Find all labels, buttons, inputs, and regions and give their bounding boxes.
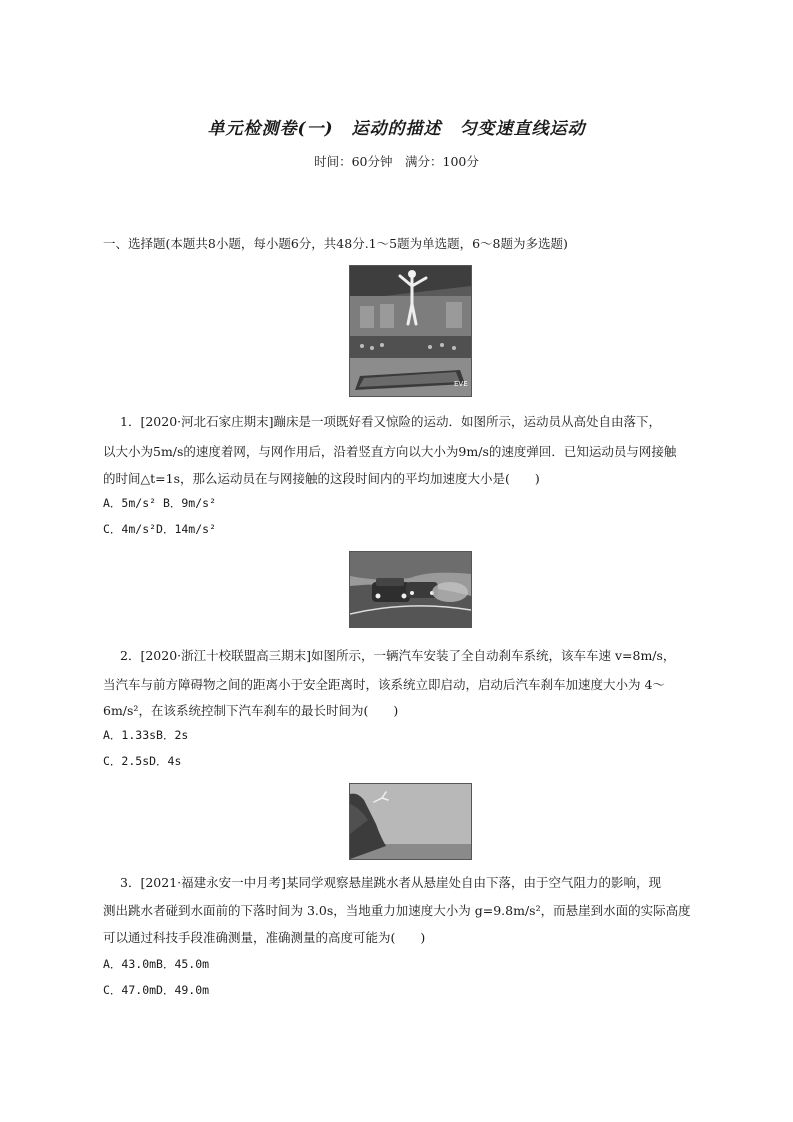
q1-options-row-1: A．5m/s² B．9m/s²: [103, 496, 217, 510]
cliff-diving-figure: [349, 783, 472, 860]
q3-options-row-2: C．47.0mD．49.0m: [103, 983, 210, 997]
page-title: 单元检测卷(一) 运动的描述 匀变速直线运动: [207, 119, 586, 139]
q3-line-2: 测出跳水者碰到水面前的下落时间为 3.0s，当地重力加速度大小为 g=9.8m/s²，而悬崖到水面的实际高度: [103, 903, 691, 918]
cars-figure: [349, 551, 472, 628]
q1-line-3: 的时间△t=1s，那么运动员在与网接触的这段时间内的平均加速度大小是( ): [103, 471, 540, 486]
q2-line-2: 当汽车与前方障碍物之间的距离小于安全距离时，该系统立即启动，启动后汽车刹车加速度大小为 4～: [103, 677, 665, 692]
q2-options-row-2: C．2.5sD．4s: [103, 754, 182, 768]
q2-line-3: 6m/s²，在该系统控制下汽车刹车的最长时间为( ): [103, 703, 399, 718]
section-heading: 一、选择题(本题共8小题，每小题6分，共48分.1～5题为单选题，6～8题为多选题): [103, 236, 568, 251]
q2-options-row-1: A．1.33sB．2s: [103, 728, 189, 742]
q1-line-2: 以大小为5m/s的速度着网，与网作用后，沿着竖直方向以大小为9m/s的速度弹回．已知运动员与网接触: [103, 444, 677, 459]
q3-options-row-1: A．43.0mB．45.0m: [103, 957, 210, 971]
trampoline-figure: [349, 265, 472, 397]
exam-meta: 时间：60分钟 满分：100分: [314, 154, 479, 169]
arena-sign-text: EVE: [454, 380, 468, 388]
q2-line-1: 2．[2020·浙江十校联盟高三期末]如图所示，一辆汽车安装了全自动刹车系统，该车车速 v=8m/s，: [120, 648, 676, 663]
q1-line-1: 1．[2020·河北石家庄期末]蹦床是一项既好看又惊险的运动．如图所示，运动员从高处自由落下，: [120, 414, 661, 429]
q3-line-3: 可以通过科技手段准确测量，准确测量的高度可能为( ): [103, 930, 426, 945]
q1-options-row-2: C．4m/s²D．14m/s²: [103, 522, 217, 536]
q3-line-1: 3．[2021·福建永安一中月考]某同学观察悬崖跳水者从悬崖处自由下落，由于空气阻力的影响，现: [120, 875, 661, 890]
